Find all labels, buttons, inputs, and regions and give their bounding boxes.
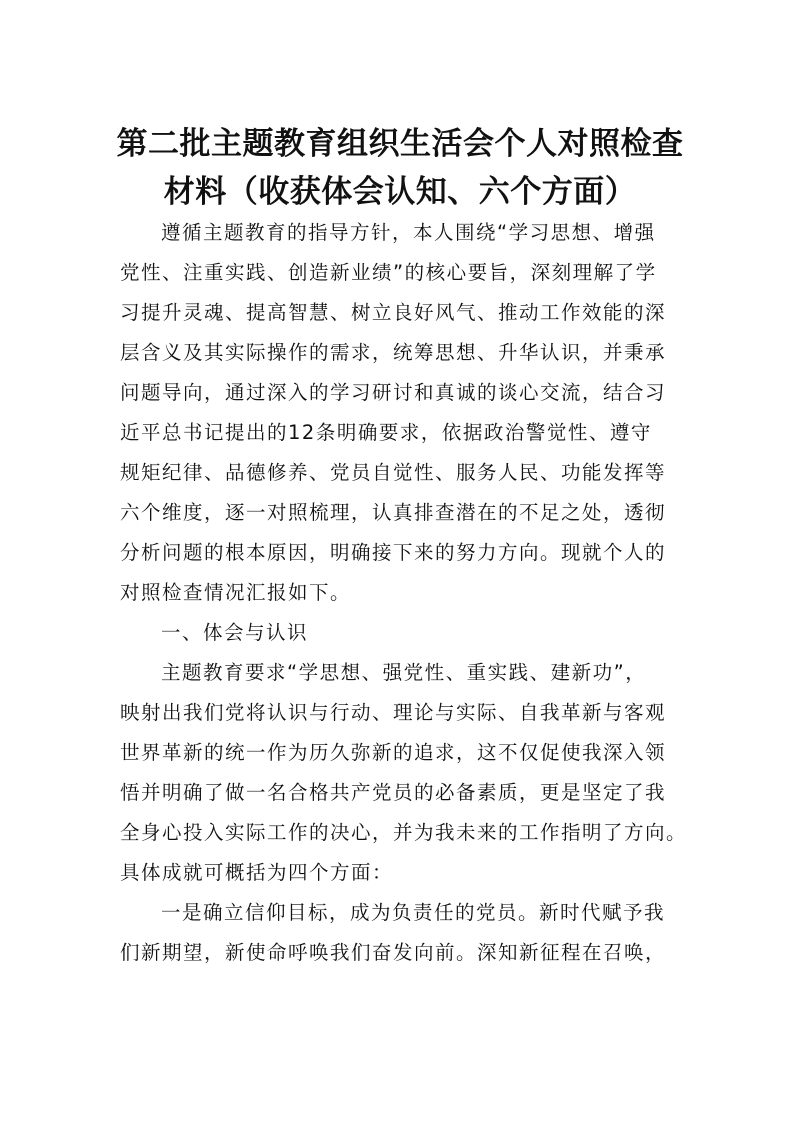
paragraph-line: 悟并明确了做一名合格共产党员的必备素质，更是坚定了我 <box>120 781 667 804</box>
paragraph-line: 世界革新的统一作为历久弥新的追求，这不仅促使我深入领 <box>120 741 667 764</box>
paragraph-line: 映射出我们党将认识与行动、理论与实际、自我革新与客观 <box>120 701 667 724</box>
paragraph-line: 六个维度，逐一对照梳理，认真排查潜在的不足之处，透彻 <box>120 501 667 524</box>
paragraph-line: 规矩纪律、品德修养、党员自觉性、服务人民、功能发挥等 <box>120 461 667 484</box>
document-body <box>120 213 688 973</box>
paragraph-line: 问题导向，通过深入的学习研讨和真诚的谈心交流，结合习 <box>120 381 667 404</box>
section-heading-1: 一、体会与认识 <box>161 621 309 644</box>
paragraph-line: 近平总书记提出的12条明确要求，依据政治警觉性、遵守 <box>120 421 652 444</box>
paragraph-line: 层含义及其实际操作的需求，统筹思想、升华认识，并秉承 <box>120 341 667 364</box>
paragraph-line: 遵循主题教育的指导方针，本人围绕“学习思想、增强 <box>161 221 656 244</box>
paragraph-line: 对照检查情况汇报如下。 <box>120 581 352 604</box>
paragraph-line: 全身心投入实际工作的决心，并为我未来的工作指明了方向。 <box>120 821 688 844</box>
paragraph-reflection <box>120 653 688 893</box>
paragraph-line: 习提升灵魂、提高智慧、树立良好风气、推动工作效能的深 <box>120 301 667 324</box>
paragraph-line: 主题教育要求“学思想、强党性、重实践、建新功”， <box>161 661 647 684</box>
document-title-line-1: 第二批主题教育组织生活会个人对照检查 <box>116 126 684 162</box>
paragraph-line: 分析问题的根本原因，明确接下来的努力方向。现就个人的 <box>120 541 667 564</box>
paragraph-line: 们新期望，新使命呼唤我们奋发向前。深知新征程在召唤， <box>120 941 667 964</box>
paragraph-point-one <box>120 893 680 973</box>
document-title-line-2: 材料（收获体会认知、六个方面） <box>163 174 637 210</box>
paragraph-line: 具体成就可概括为四个方面： <box>120 861 394 884</box>
paragraph-line: 一是确立信仰目标，成为负责任的党员。新时代赋予我 <box>161 901 666 924</box>
paragraph-intro <box>120 213 680 613</box>
paragraph-line: 党性、注重实践、创造新业绩”的核心要旨，深刻理解了学 <box>120 261 657 284</box>
